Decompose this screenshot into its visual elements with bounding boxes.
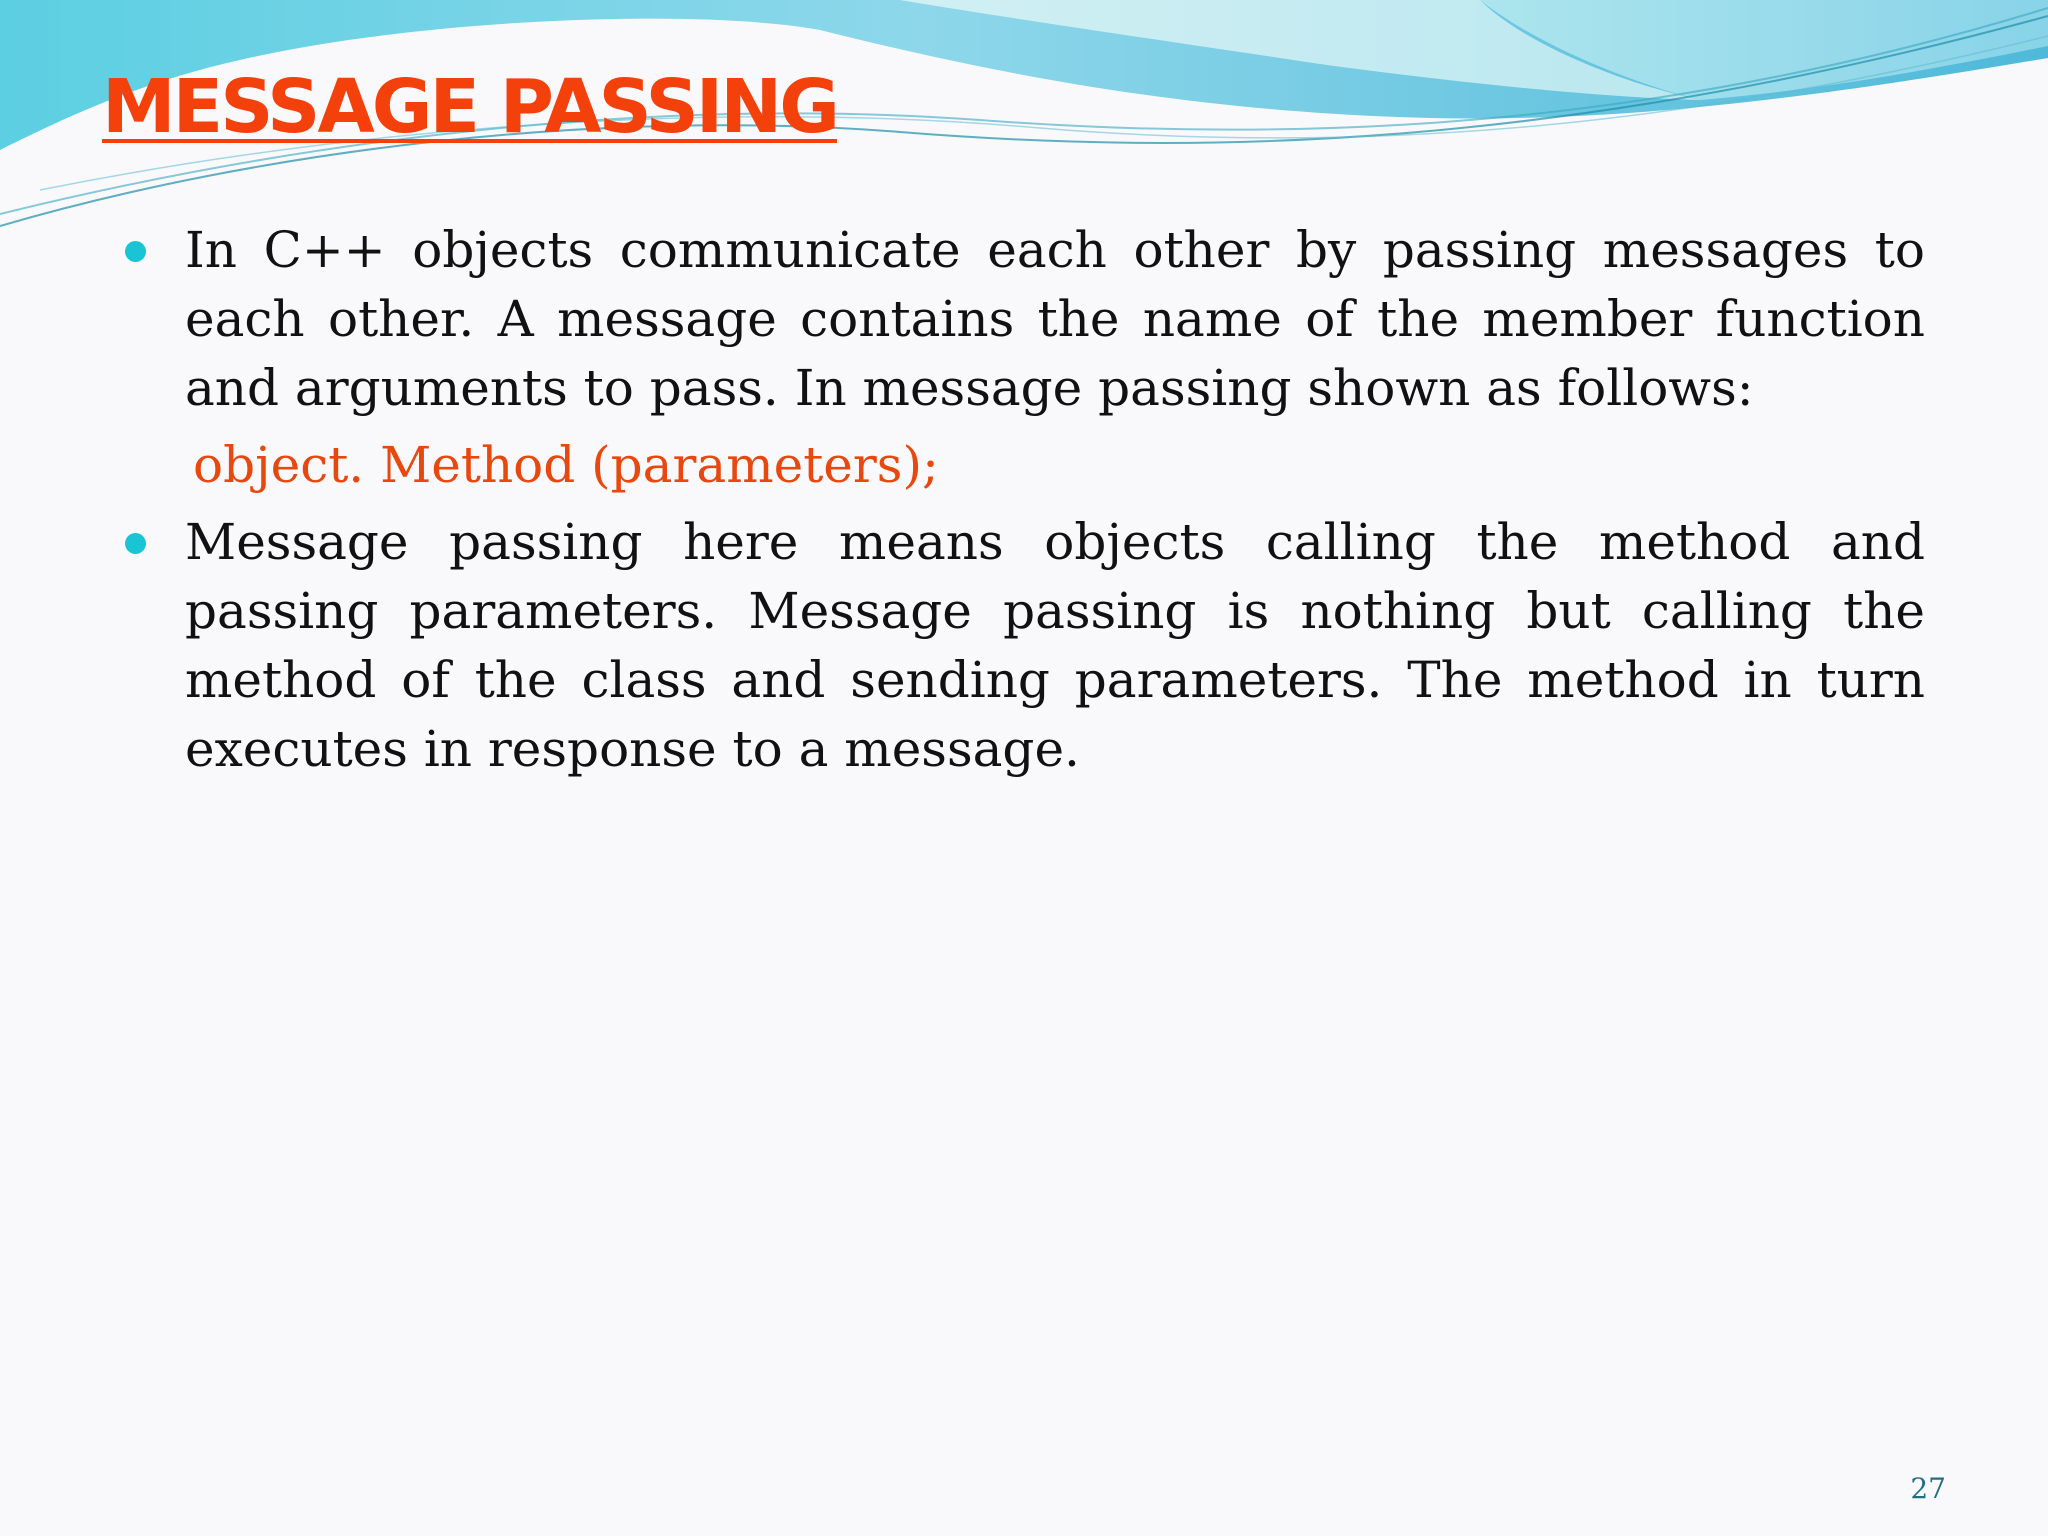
bullet-point: [125, 508, 1925, 784]
slide-title: MESSAGE PASSING: [102, 64, 837, 150]
bullet-point: [125, 216, 1925, 423]
bullet-dot-icon: [125, 241, 146, 262]
bullet-text: In C++ objects communicate each other by passing messages to each other. A message contains the name of the member function and arguments to pass. In message passing shown as follows:: [185, 221, 1925, 417]
bullet-dot-icon: [125, 533, 146, 554]
code-example: object. Method (parameters);: [193, 436, 939, 494]
bullet-text: Message passing here means objects calling the method and passing parameters. Message passing is nothing but calling the method of the class and sending parameters. The method in turn executes in response to a message.: [185, 513, 1925, 778]
slide-content: [125, 216, 1925, 784]
slide-number: 27: [1910, 1472, 1946, 1505]
